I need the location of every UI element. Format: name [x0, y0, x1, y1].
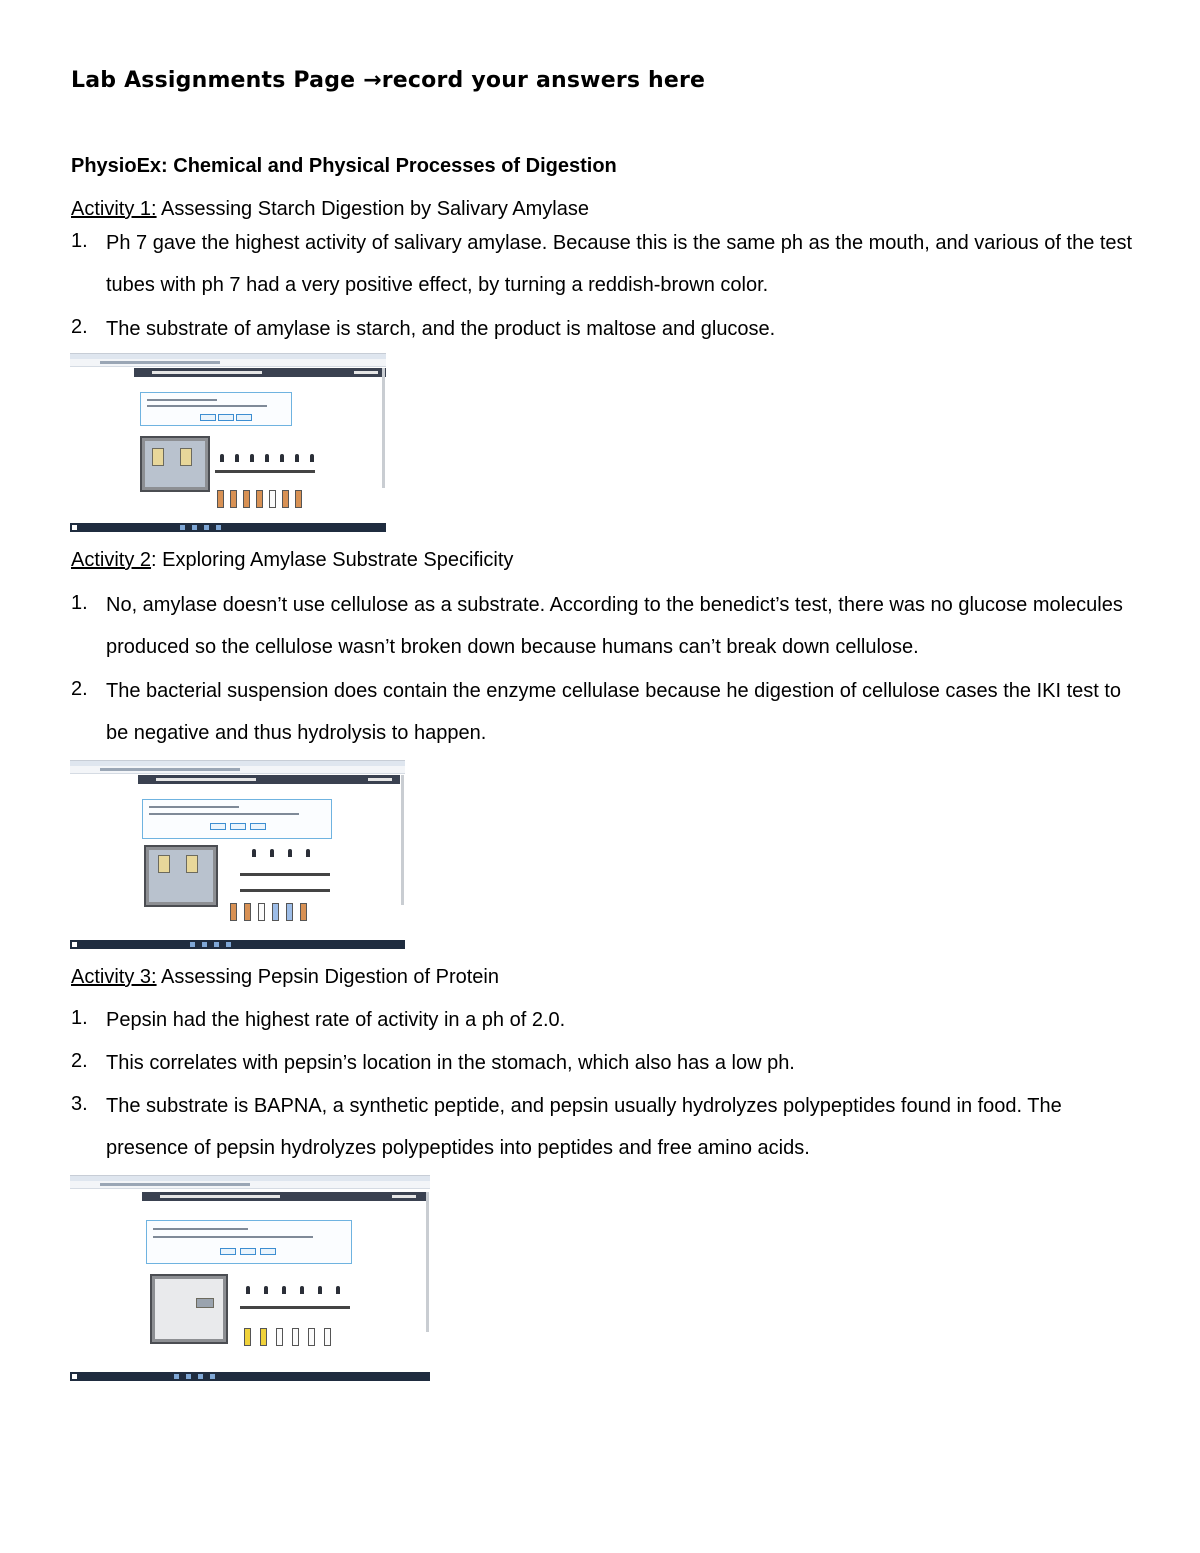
answer-text: Pepsin had the highest rate of activity in a ph of 2.0. — [106, 1009, 566, 1031]
activity-2-label: Activity 2 — [71, 549, 152, 571]
answer-text: This correlates with pepsin’s location in the stomach, which also has a low ph. — [106, 1052, 795, 1074]
answer-text: No, amylase doesn’t use cellulose as a substrate. According to the benedict’s test, there was no glucose molecules produced so the cellulose wasn’t broken down because humans can’t break down cellulose. — [106, 594, 1123, 658]
activity-1-heading — [71, 198, 589, 221]
activity-3-heading — [71, 966, 499, 989]
answer-text: The substrate of amylase is starch, and the product is maltose and glucose. — [106, 318, 776, 340]
activity-2-screenshot — [70, 760, 405, 949]
activity-1-title: Assessing Starch Digestion by Salivary Amylase — [156, 198, 589, 220]
answer-text: Ph 7 gave the highest activity of salivary amylase. Because this is the same ph as the mouth, and various of the test tubes with ph 7 had a very positive effect, by turning a reddish-brown color. — [106, 232, 1133, 296]
activity-3-screenshot — [70, 1175, 430, 1381]
answer-text: The bacterial suspension does contain the enzyme cellulase because he digestion of cellulose cases the IKI test to be negative and thus hydrolysis to happen. — [106, 680, 1122, 744]
lab-subtitle: PhysioEx: Chemical and Physical Processes of Digestion — [71, 155, 617, 177]
answer-number: 1. — [71, 1007, 88, 1029]
activity-3-label: Activity 3: — [71, 966, 157, 988]
activity-2-heading — [71, 549, 513, 572]
activity-1-screenshot — [70, 353, 386, 532]
answer-number: 1. — [71, 230, 88, 252]
answer-number: 2. — [71, 678, 88, 700]
answer-text: The substrate is BAPNA, a synthetic peptide, and pepsin usually hydrolyzes polypeptides found in food. The presence of pepsin hydrolyzes polypeptides into peptides and free amino acids. — [106, 1095, 1062, 1159]
activity-1-label: Activity 1: — [71, 198, 157, 220]
answer-number: 2. — [71, 1050, 88, 1072]
answer-number: 3. — [71, 1093, 88, 1115]
activity-2-title: : Exploring Amylase Substrate Specificity — [151, 549, 514, 571]
answer-number: 1. — [71, 592, 88, 614]
activity-3-title: Assessing Pepsin Digestion of Protein — [156, 966, 499, 988]
answer-number: 2. — [71, 316, 88, 338]
page-title: Lab Assignments Page →record your answers here — [71, 68, 706, 93]
